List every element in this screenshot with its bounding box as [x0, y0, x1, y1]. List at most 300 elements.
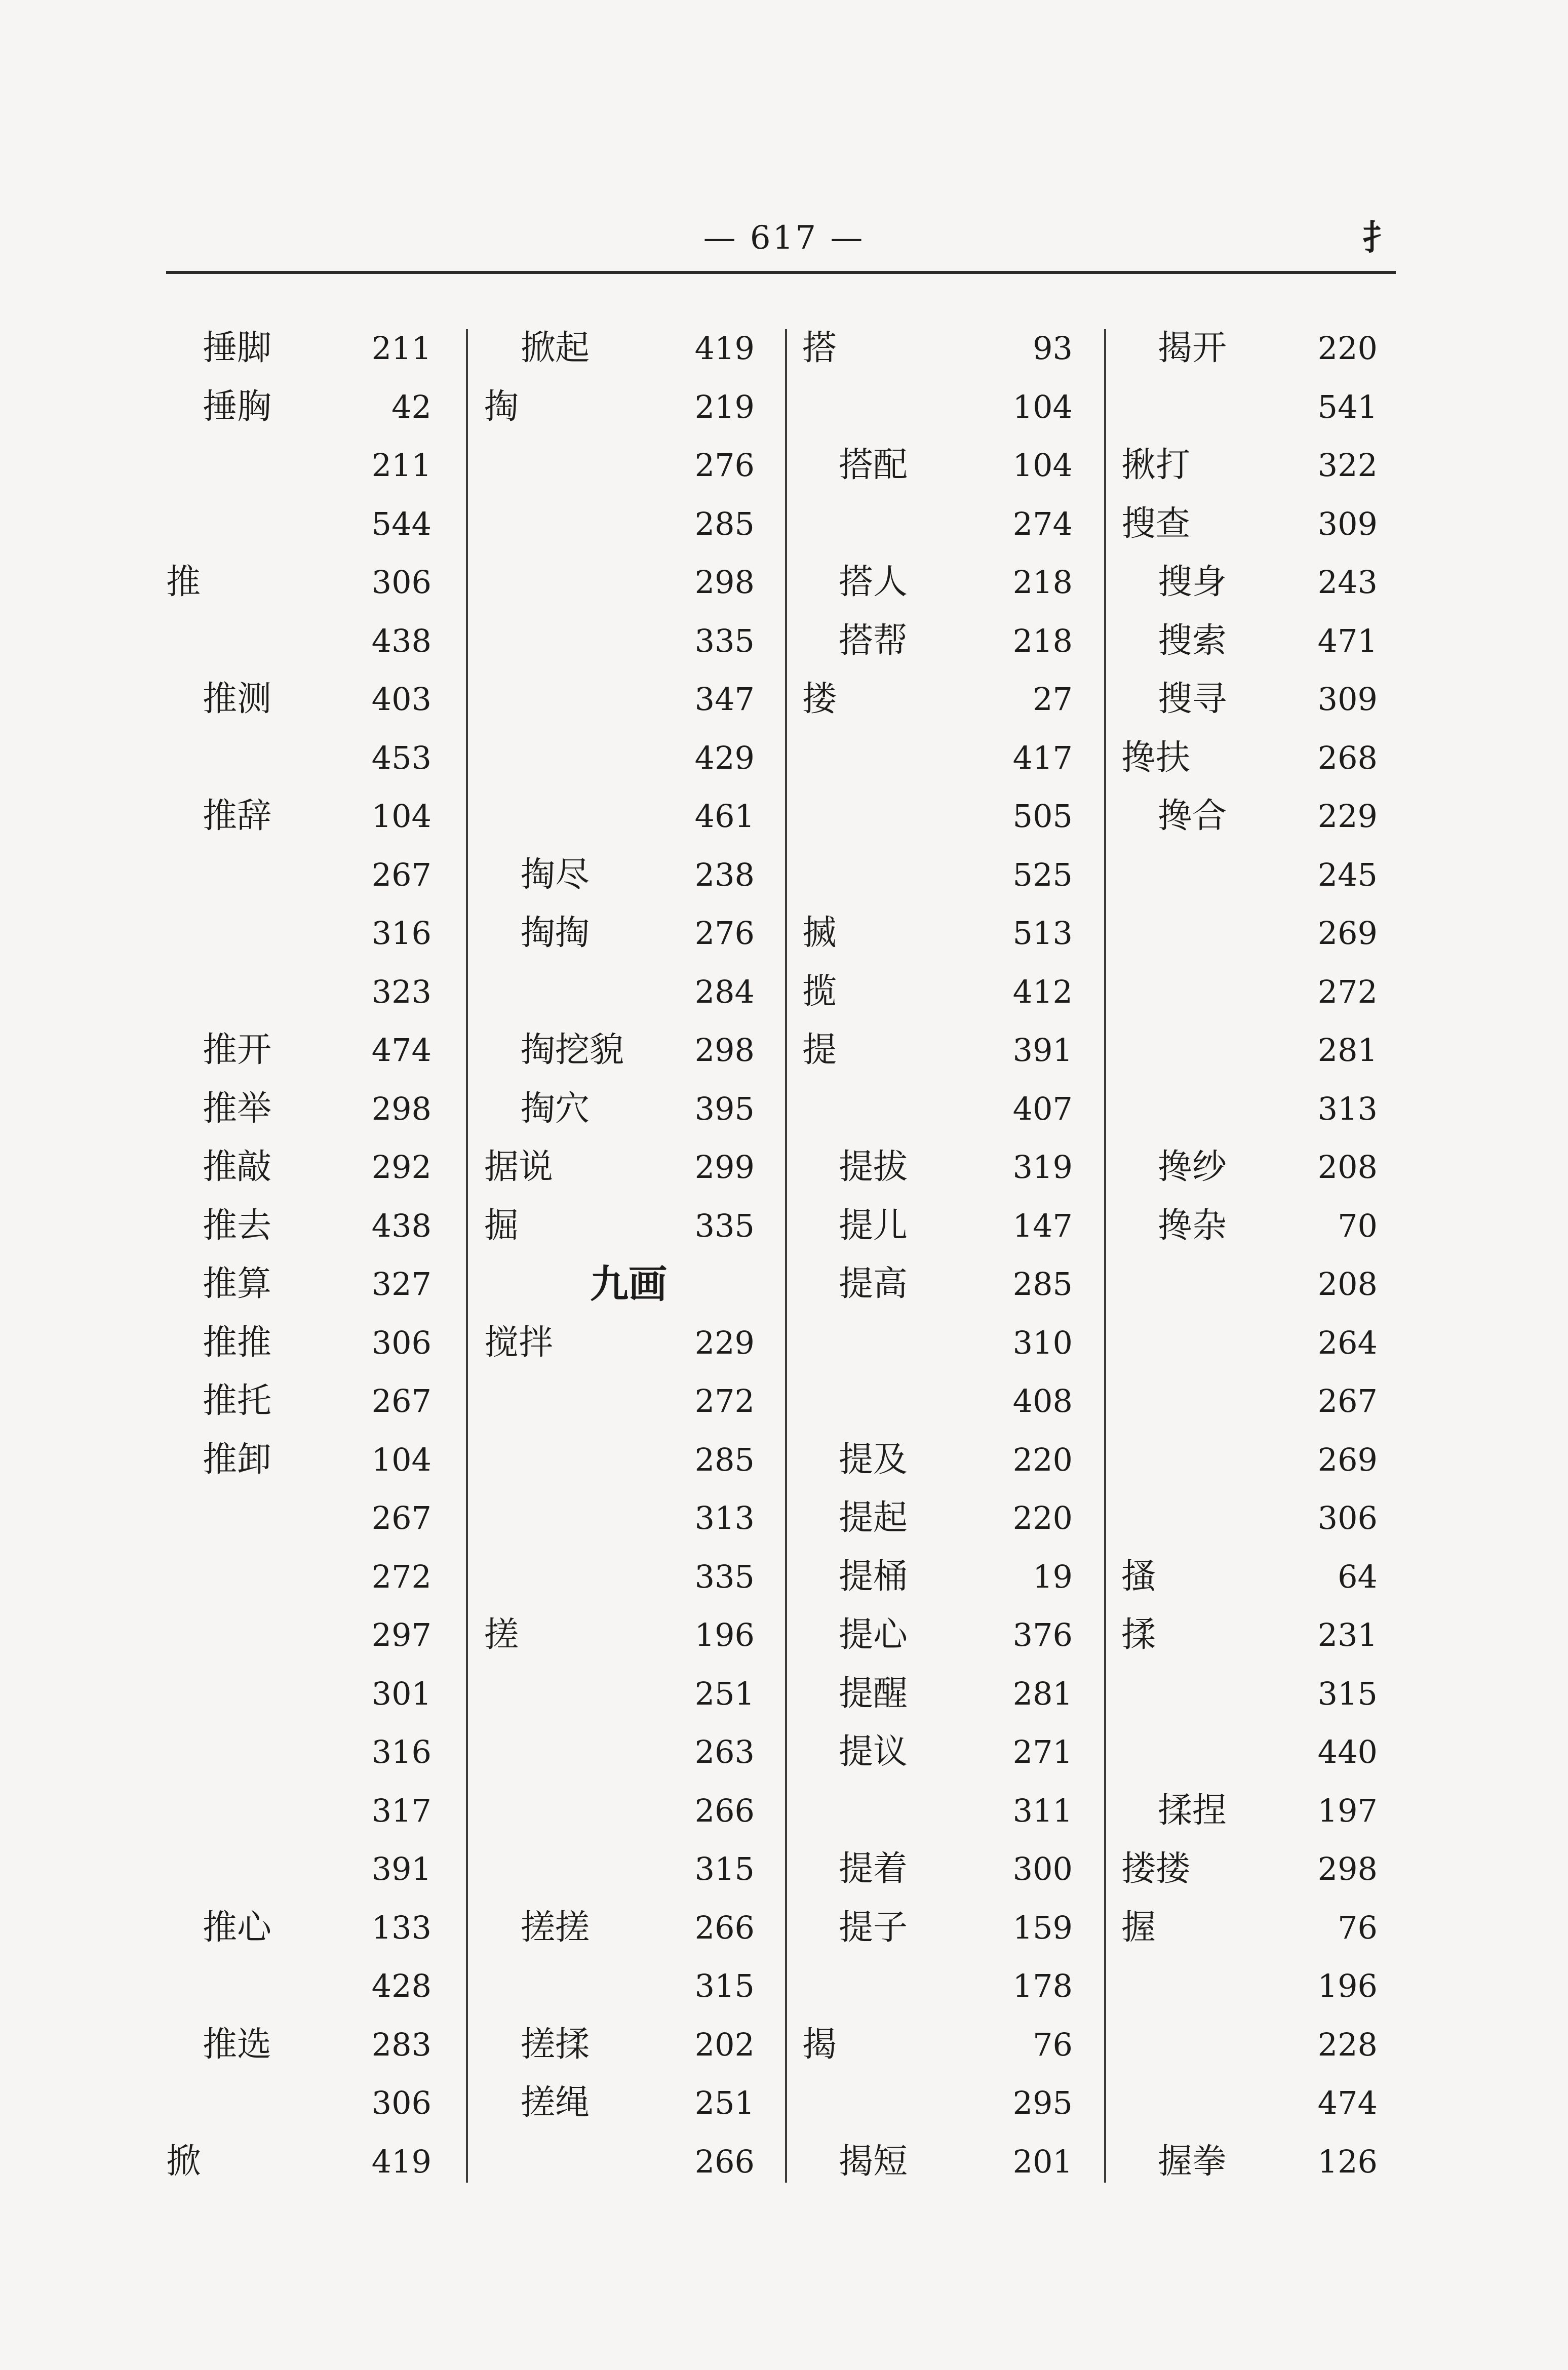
page-reference: 220 [1012, 1499, 1073, 1536]
index-entry [802, 1489, 1091, 1547]
index-entry [166, 963, 450, 1021]
page-reference: 541 [1317, 388, 1378, 425]
page-reference: 313 [1317, 1090, 1378, 1127]
page-reference: 229 [1317, 798, 1378, 835]
sub-entry-term: 提子 [839, 1908, 908, 1948]
index-entry [1121, 553, 1396, 611]
page-reference: 461 [694, 798, 755, 835]
sub-entry-term: 搀合 [1158, 796, 1227, 836]
index-entry [166, 319, 450, 377]
page-reference: 196 [1317, 1967, 1378, 2004]
page-reference: 315 [1317, 1675, 1378, 1712]
sub-entry-term: 提议 [839, 1732, 908, 1772]
page-reference: 327 [371, 1266, 432, 1302]
page-reference: 269 [1317, 1441, 1378, 1478]
sub-entry-term: 掏穴 [521, 1089, 590, 1129]
index-entry [1121, 2074, 1396, 2132]
index-entry [802, 2074, 1091, 2132]
page-reference: 266 [694, 1792, 755, 1829]
page-reference: 284 [694, 973, 755, 1010]
page-reference: 301 [371, 1675, 432, 1712]
column-divider [1104, 329, 1106, 2183]
page-reference: 347 [694, 681, 755, 718]
page-reference: 285 [1012, 1266, 1073, 1302]
index-entry [484, 436, 773, 494]
page-reference: 274 [1012, 505, 1073, 542]
page-reference: 104 [371, 798, 432, 835]
sub-entry-term: 揭短 [839, 2142, 908, 2182]
index-entry [1121, 1899, 1396, 1957]
index-entry [1121, 846, 1396, 904]
page-reference: 323 [371, 973, 432, 1010]
page-reference: 283 [371, 2026, 432, 2063]
index-entry [484, 846, 773, 904]
page-reference: 281 [1012, 1675, 1073, 1712]
index-entry [484, 319, 773, 377]
page-reference: 335 [694, 1207, 755, 1244]
page-reference: 251 [694, 2084, 755, 2121]
page-reference: 317 [371, 1792, 432, 1829]
index-entry [166, 1723, 450, 1781]
page-reference: 267 [371, 1499, 432, 1536]
page-reference: 272 [1317, 973, 1378, 1010]
index-entry [1121, 436, 1396, 494]
page-reference: 264 [1317, 1324, 1378, 1361]
index-entry [802, 2016, 1091, 2074]
sub-entry-term: 掏尽 [521, 855, 590, 895]
index-entry [166, 1372, 450, 1430]
sub-entry-term: 掏掏 [521, 913, 590, 953]
page-reference: 104 [1012, 388, 1073, 425]
head-entry-term: 搔 [1121, 1557, 1156, 1597]
index-entry [166, 1606, 450, 1664]
column-divider [466, 329, 468, 2183]
sub-entry-term: 推举 [203, 1089, 272, 1129]
index-entry [484, 2016, 773, 2074]
sub-entry-term: 搭配 [839, 445, 908, 485]
index-entry [1121, 729, 1396, 787]
page-reference: 544 [371, 505, 432, 542]
sub-entry-term: 揉捏 [1158, 1791, 1227, 1831]
page-reference: 335 [694, 622, 755, 659]
index-entry [484, 1606, 773, 1664]
page-reference: 218 [1012, 564, 1073, 601]
page-reference: 147 [1012, 1207, 1073, 1244]
page-reference: 335 [694, 1558, 755, 1595]
page-reference: 93 [1033, 330, 1073, 367]
sub-entry-term: 搜身 [1158, 562, 1227, 602]
index-entry [1121, 1314, 1396, 1372]
sub-entry-term: 提心 [839, 1615, 908, 1655]
index-entry [166, 1431, 450, 1489]
index-entry [802, 1080, 1091, 1138]
index-entry [1121, 1431, 1396, 1489]
index-entry [484, 1723, 773, 1781]
page-reference: 263 [694, 1733, 755, 1770]
page-header [0, 213, 1568, 273]
page-reference: 306 [1317, 1499, 1378, 1536]
index-entry [484, 495, 773, 553]
page-reference: 419 [371, 2143, 432, 2180]
page-reference: 316 [371, 915, 432, 952]
sub-entry-term: 提桶 [839, 1557, 908, 1597]
sub-entry-term: 推推 [203, 1323, 272, 1363]
page-reference: 266 [694, 2143, 755, 2180]
index-entry [802, 1840, 1091, 1898]
index-entry [484, 1080, 773, 1138]
head-entry-term: 搣 [802, 913, 837, 953]
sub-entry-term: 推去 [203, 1206, 272, 1246]
sub-entry-term: 搭帮 [839, 621, 908, 661]
index-entry [1121, 1080, 1396, 1138]
page-reference: 306 [371, 2084, 432, 2121]
index-entry [802, 1255, 1091, 1313]
page-reference: 391 [371, 1850, 432, 1887]
index-entry [484, 553, 773, 611]
page-reference: 376 [1012, 1616, 1073, 1653]
section-radical: 扌 [1362, 218, 1397, 258]
page-reference: 298 [371, 1090, 432, 1127]
index-entry [166, 1957, 450, 2015]
sub-entry-term: 掀起 [521, 328, 590, 368]
page-reference: 322 [1317, 447, 1378, 484]
index-entry [166, 1840, 450, 1898]
sub-entry-term: 提高 [839, 1264, 908, 1304]
index-entry [484, 1957, 773, 2015]
page-reference: 471 [1317, 622, 1378, 659]
head-entry-term: 握 [1121, 1908, 1156, 1948]
index-entry [1121, 1957, 1396, 2015]
index-entry [484, 1840, 773, 1898]
index-entry [166, 1255, 450, 1313]
index-entry [166, 553, 450, 611]
sub-entry-term: 提着 [839, 1849, 908, 1889]
page-reference: 311 [1012, 1792, 1073, 1829]
index-entry [484, 2132, 773, 2191]
index-entry [802, 787, 1091, 845]
index-entry [484, 1665, 773, 1723]
head-entry-term: 搂搂 [1121, 1849, 1191, 1889]
head-entry-term: 掘 [484, 1206, 519, 1246]
index-entry [1121, 612, 1396, 670]
page-reference: 133 [371, 1909, 432, 1946]
head-entry-term: 搀扶 [1121, 738, 1191, 778]
page-reference: 513 [1012, 915, 1073, 952]
index-entry [1121, 1606, 1396, 1664]
page-reference: 245 [1317, 856, 1378, 893]
page-reference: 298 [694, 564, 755, 601]
page-reference: 219 [694, 388, 755, 425]
sub-entry-term: 搓揉 [521, 2025, 590, 2065]
page-reference: 453 [371, 739, 432, 776]
sub-entry-term: 推测 [203, 679, 272, 719]
index-entry [802, 1899, 1091, 1957]
page-reference: 19 [1033, 1558, 1073, 1595]
index-entry [484, 1431, 773, 1489]
page-reference: 159 [1012, 1909, 1073, 1946]
index-entry [484, 904, 773, 962]
page-reference: 266 [694, 1909, 755, 1946]
index-entry [166, 1665, 450, 1723]
index-entry [166, 1197, 450, 1255]
sub-entry-term: 搀杂 [1158, 1206, 1227, 1246]
page-reference: 474 [1317, 2084, 1378, 2121]
index-entry [166, 2132, 450, 2191]
page-reference: 315 [694, 1850, 755, 1887]
page-reference: 126 [1317, 2143, 1378, 2180]
index-entry [484, 1021, 773, 1079]
index-entry [484, 1138, 773, 1196]
head-entry-term: 揭 [802, 2025, 837, 2065]
sub-entry-term: 推敲 [203, 1147, 272, 1187]
head-entry-term: 揉 [1121, 1615, 1156, 1655]
page-reference: 267 [1317, 1382, 1378, 1419]
page-reference: 438 [371, 1207, 432, 1244]
page-reference: 299 [694, 1149, 755, 1186]
index-entry [166, 1782, 450, 1840]
index-entry [802, 378, 1091, 436]
sub-entry-term: 推辞 [203, 796, 272, 836]
index-entry [802, 963, 1091, 1021]
head-entry-term: 揪打 [1121, 445, 1191, 485]
index-entry [802, 612, 1091, 670]
index-entry [802, 2132, 1091, 2191]
index-entry [484, 1782, 773, 1840]
page-reference: 310 [1012, 1324, 1073, 1361]
page-reference: 104 [371, 1441, 432, 1478]
sub-entry-term: 提起 [839, 1498, 908, 1538]
page-reference: 408 [1012, 1382, 1073, 1419]
sub-entry-term: 提儿 [839, 1206, 908, 1246]
page-reference: 178 [1012, 1967, 1073, 2004]
sub-entry-term: 提醒 [839, 1674, 908, 1714]
sub-entry-term: 搓绳 [521, 2083, 590, 2123]
sub-entry-term: 推托 [203, 1381, 272, 1421]
sub-entry-term: 提及 [839, 1440, 908, 1480]
page-reference: 298 [694, 1032, 755, 1069]
page-reference: 64 [1338, 1558, 1378, 1595]
page-reference: 474 [371, 1032, 432, 1069]
page-reference: 316 [371, 1733, 432, 1770]
index-entry [484, 612, 773, 670]
page-reference: 298 [1317, 1850, 1378, 1887]
index-entry [802, 319, 1091, 377]
index-entry [802, 1957, 1091, 2015]
sub-entry-term: 搓搓 [521, 1908, 590, 1948]
index-entry [484, 729, 773, 787]
index-entry [166, 729, 450, 787]
index-entry [802, 1548, 1091, 1606]
page-reference: 220 [1317, 330, 1378, 367]
page-reference: 419 [694, 330, 755, 367]
index-entry [1121, 1372, 1396, 1430]
index-entry [1121, 1138, 1396, 1196]
head-entry-term: 搜查 [1121, 504, 1191, 544]
index-entry [484, 1314, 773, 1372]
page-reference: 220 [1012, 1441, 1073, 1478]
page-reference: 428 [371, 1967, 432, 2004]
page-reference: 231 [1317, 1616, 1378, 1653]
page-reference: 104 [1012, 447, 1073, 484]
column-divider [785, 329, 787, 2183]
page-reference: 295 [1012, 2084, 1073, 2121]
index-entry [484, 1197, 773, 1255]
index-entry [1121, 495, 1396, 553]
index-entry [166, 1314, 450, 1372]
page-reference: 285 [694, 505, 755, 542]
page-reference: 292 [371, 1149, 432, 1186]
index-column-2 [484, 319, 773, 2183]
page-reference: 27 [1033, 681, 1073, 718]
index-entry [1121, 963, 1396, 1021]
index-entry [1121, 2132, 1396, 2191]
index-entry [802, 729, 1091, 787]
page-reference: 440 [1317, 1733, 1378, 1770]
index-entry [802, 1197, 1091, 1255]
page-reference: 238 [694, 856, 755, 893]
index-entry [802, 1138, 1091, 1196]
index-entry [166, 1548, 450, 1606]
page-reference: 407 [1012, 1090, 1073, 1127]
page-reference: 211 [371, 447, 432, 484]
page-reference: 276 [694, 447, 755, 484]
page-reference: 201 [1012, 2143, 1073, 2180]
page-reference: 297 [371, 1616, 432, 1653]
page-reference: 281 [1317, 1032, 1378, 1069]
page-reference: 42 [391, 388, 432, 425]
page-reference: 196 [694, 1616, 755, 1653]
page-reference: 306 [371, 1324, 432, 1361]
index-entry [166, 495, 450, 553]
sub-entry-term: 推开 [203, 1030, 272, 1070]
page-reference: 229 [694, 1324, 755, 1361]
page-reference: 285 [694, 1441, 755, 1478]
index-entry [166, 612, 450, 670]
index-entry [166, 1138, 450, 1196]
page-reference: 268 [1317, 739, 1378, 776]
index-entry [1121, 1782, 1396, 1840]
index-entry [484, 1489, 773, 1547]
sub-entry-term: 搭人 [839, 562, 908, 602]
page-reference: 272 [371, 1558, 432, 1595]
index-entry [1121, 378, 1396, 436]
index-entry [166, 1021, 450, 1079]
index-entry [802, 1723, 1091, 1781]
index-entry [1121, 319, 1396, 377]
index-entry [1121, 1021, 1396, 1079]
head-entry-term: 掀 [166, 2142, 201, 2182]
sub-entry-term: 搀纱 [1158, 1147, 1227, 1187]
index-entry [1121, 2016, 1396, 2074]
page-reference: 208 [1317, 1149, 1378, 1186]
page-reference: 306 [371, 564, 432, 601]
header-rule [166, 271, 1396, 274]
head-entry-term: 搓 [484, 1615, 519, 1655]
page-reference: 313 [694, 1499, 755, 1536]
index-entry [166, 787, 450, 845]
page-reference: 197 [1317, 1792, 1378, 1829]
index-entry [802, 1782, 1091, 1840]
head-entry-term: 揽 [802, 972, 837, 1012]
head-entry-term: 掏 [484, 387, 519, 427]
index-entry [802, 436, 1091, 494]
sub-entry-term: 捶脚 [203, 328, 272, 368]
page-reference: 272 [694, 1382, 755, 1419]
index-entry [484, 1899, 773, 1957]
index-entry [484, 670, 773, 728]
index-body [166, 319, 1396, 2183]
index-entry [166, 378, 450, 436]
index-entry [166, 1899, 450, 1957]
page-number: — 617 — [703, 219, 865, 257]
sub-entry-term: 推卸 [203, 1440, 272, 1480]
page-reference: 412 [1012, 973, 1073, 1010]
page-reference: 202 [694, 2026, 755, 2063]
sub-entry-term: 搜索 [1158, 621, 1227, 661]
index-entry [484, 1548, 773, 1606]
page-reference: 218 [1012, 622, 1073, 659]
head-entry-term: 据说 [484, 1147, 554, 1187]
page-reference: 391 [1012, 1032, 1073, 1069]
page-reference: 267 [371, 856, 432, 893]
index-column-4 [1121, 319, 1396, 2183]
head-entry-term: 提 [802, 1030, 837, 1070]
page-reference: 70 [1338, 1207, 1378, 1244]
index-entry [1121, 787, 1396, 845]
page-reference: 505 [1012, 798, 1073, 835]
head-entry-term: 推 [166, 562, 201, 602]
index-entry [802, 1314, 1091, 1372]
index-entry [802, 495, 1091, 553]
head-entry-term: 搂 [802, 679, 837, 719]
index-entry [166, 1080, 450, 1138]
index-entry [802, 904, 1091, 962]
index-entry [484, 1255, 773, 1313]
page-reference: 211 [371, 330, 432, 367]
index-entry [484, 378, 773, 436]
page-reference: 319 [1012, 1149, 1073, 1186]
index-entry [484, 2074, 773, 2132]
sub-entry-term: 揭开 [1158, 328, 1227, 368]
index-entry [166, 670, 450, 728]
page-reference: 269 [1317, 915, 1378, 952]
index-entry [1121, 670, 1396, 728]
sub-entry-term: 搜寻 [1158, 679, 1227, 719]
page-reference: 208 [1317, 1266, 1378, 1302]
index-entry [1121, 1665, 1396, 1723]
index-entry [802, 846, 1091, 904]
page-reference: 309 [1317, 505, 1378, 542]
index-entry [166, 436, 450, 494]
index-entry [166, 1489, 450, 1547]
stroke-count-heading: 九画 [590, 1261, 667, 1307]
page-reference: 525 [1012, 856, 1073, 893]
index-entry [166, 904, 450, 962]
index-entry [166, 2016, 450, 2074]
page-reference: 403 [371, 681, 432, 718]
sub-entry-term: 提拔 [839, 1147, 908, 1187]
index-entry [802, 1021, 1091, 1079]
index-entry [1121, 1548, 1396, 1606]
index-entry [802, 1606, 1091, 1664]
page-reference: 429 [694, 739, 755, 776]
index-entry [1121, 1723, 1396, 1781]
index-entry [484, 787, 773, 845]
sub-entry-term: 推选 [203, 2025, 272, 2065]
sub-entry-term: 推算 [203, 1264, 272, 1304]
index-entry [1121, 1255, 1396, 1313]
index-entry [484, 963, 773, 1021]
